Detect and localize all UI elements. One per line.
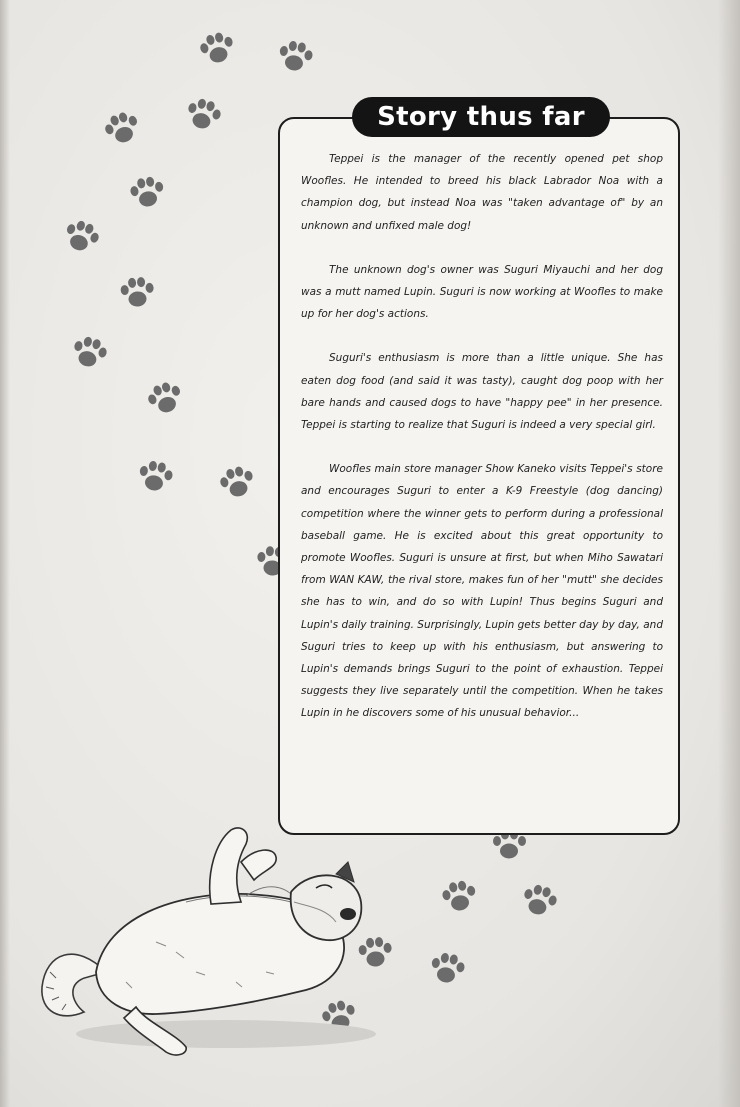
page-edge-right (718, 0, 740, 1107)
sleeping-dog-illustration (36, 822, 376, 1062)
paw-print-icon (194, 28, 240, 71)
paw-print-icon (133, 457, 176, 497)
page-edge-left (0, 0, 10, 1107)
paw-print-icon (141, 377, 188, 422)
paw-print-icon (180, 94, 226, 137)
story-title-banner: Story thus far (352, 97, 610, 137)
paw-print-icon (437, 877, 480, 917)
paw-print-icon (57, 215, 104, 260)
paw-print-icon (125, 173, 168, 213)
paw-print-icon (516, 880, 562, 923)
paw-print-icon (98, 107, 145, 152)
paw-print-icon (214, 462, 260, 505)
paw-print-icon (425, 949, 468, 989)
paw-print-icon (117, 274, 158, 311)
story-paragraph-3: Suguri's enthusiasm is more than a little unique. She has eaten dog food (and said it was tasty), caught dog poop with her bare hands and caused dogs to have "happy pee" in her presence. Teppei is starting to realize that Suguri is indeed a very special girl. (301, 352, 663, 432)
paw-print-icon (66, 332, 112, 375)
story-paragraph-2: The unknown dog's owner was Suguri Miyauchi and her dog was a mutt named Lupin. Suguri is now working at Woofles to make up for her dog's actions. (301, 263, 663, 321)
story-body (301, 148, 663, 747)
paw-print-icon (273, 37, 316, 77)
story-paragraph-4: Woofles main store manager Show Kaneko visits Teppei's store and encourages Suguri to enter a K-9 Freestyle (dog dancing) competition where the winner gets to perform during a professional baseball game. He is excited about this great opportunity to promote Woofles. Suguri is unsure at first, but when Miho Sawatari from WAN KAW, the rival store, makes fun of her "mutt" she decides she has to win, and do so with Lupin! Thus begins Suguri and Lupin's daily training. Surprisingly, Lupin gets better day by day, and Suguri tries to keep up with his enthusiasm, but answering to Lupin's demands brings Suguri to the point of exhaustion. Teppei suggests they live separately until the competition. When he takes Lupin in he discovers some of his unusual behavior... (301, 463, 663, 720)
story-paragraph-1: Teppei is the manager of the recently opened pet shop Woofles. He intended to breed his black Labrador Noa with a champion dog, but instead Noa was "taken advantage of" by an unknown and unfixed male dog! (301, 153, 663, 232)
